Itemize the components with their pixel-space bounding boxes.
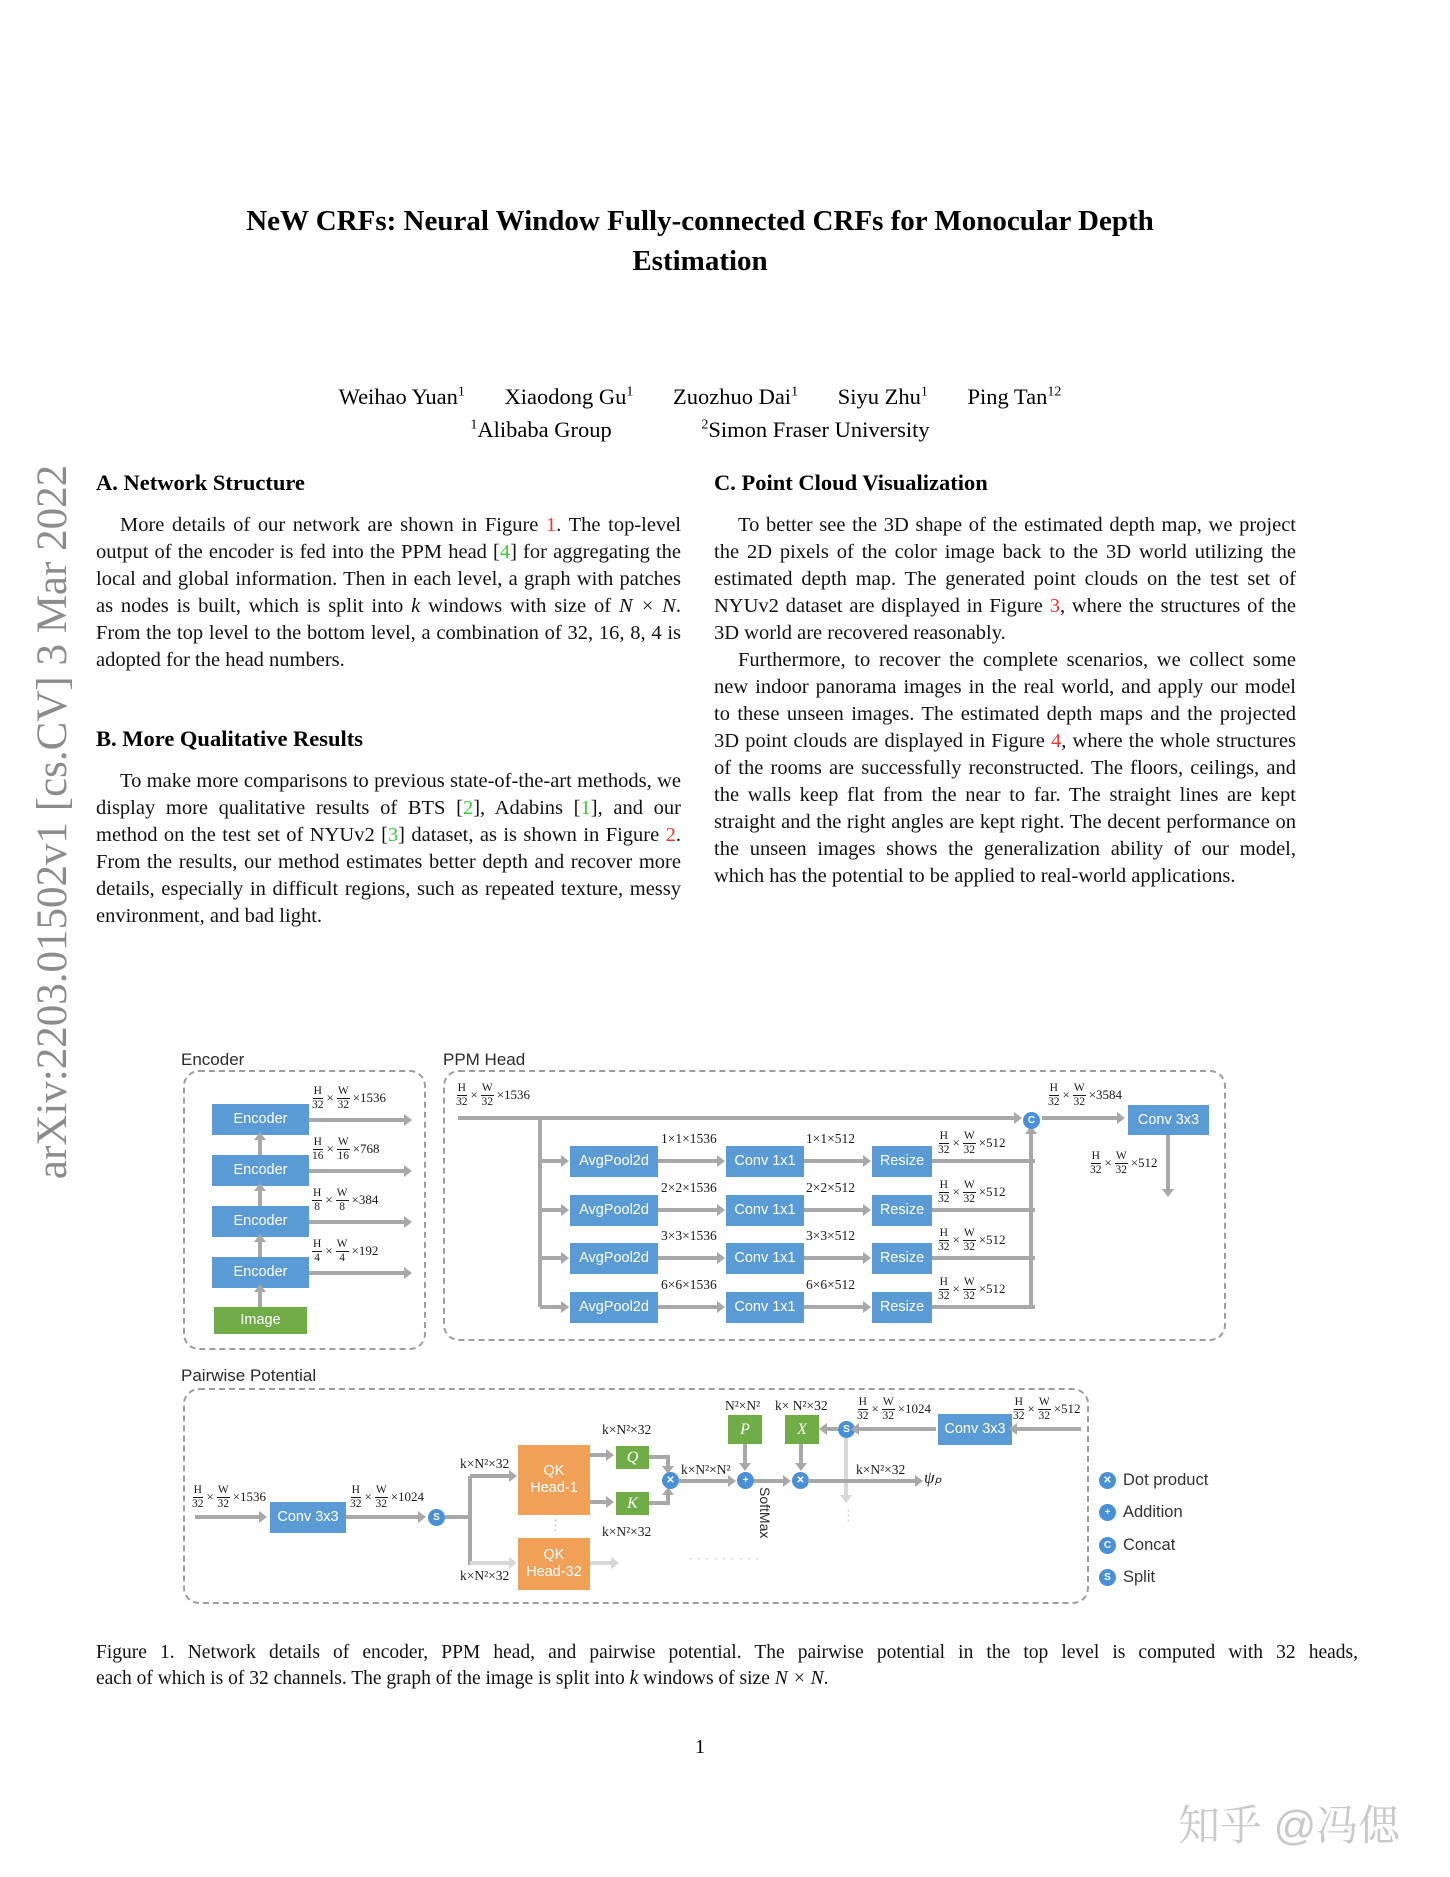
section-heading-b: B. More Qualitative Results <box>96 726 364 751</box>
tensor-dim-label: k×N²×32 <box>856 1462 906 1477</box>
flow-arrow <box>658 1305 718 1309</box>
tensor-dim-label: $\frac{H}{32}$ × $\frac{W}{32}$ ×1536 <box>192 1484 267 1510</box>
flow-arrow <box>804 1305 864 1309</box>
flow-line <box>538 1118 542 1307</box>
query-block: Q <box>616 1446 649 1469</box>
section-heading-c: C. Point Cloud Visualization <box>714 470 988 495</box>
pairwise-output-symbol: ψₚ <box>924 1468 942 1487</box>
section-c-paragraph-2: Furthermore, to recover the complete scenarios, we collect some new indoor panorama images in the real world, and apply our model to these unseen images. The estimated depth maps and the projected 3D point clouds are displayed in Figure 4, where the whole structures of the rooms are successfully reconstructed. The floors, ceilings, and the walls keep flat from the near to far. The straight lines are kept straight and the right angles are kept right. The decent performance on the unseen images shows the generalization ability of our model, which has the potential to be applied to real-world applications. <box>714 649 1296 887</box>
ellipsis-horizontal: ········· <box>688 1550 763 1567</box>
flow-arrow <box>658 1256 718 1260</box>
encoder-block-2: Encoder <box>212 1206 309 1237</box>
flow-arrow <box>309 1271 405 1275</box>
flow-arrow <box>540 1159 562 1163</box>
tensor-dim-label: k×N²×32 <box>602 1422 652 1437</box>
zhihu-watermark: 知乎 @冯偲 <box>1178 1802 1401 1849</box>
title-line-2: Estimation <box>632 245 768 277</box>
avgpool-block: AvgPool2d <box>570 1243 658 1274</box>
section-heading-a: A. Network Structure <box>96 470 305 495</box>
flow-line <box>932 1159 1035 1163</box>
tensor-dim-label: $\frac{H}{32}$ × $\frac{W}{32}$ ×1024 <box>350 1484 425 1510</box>
flow-arrow <box>590 1561 612 1565</box>
tensor-dim-label: 3×3×512 <box>806 1228 855 1243</box>
flow-arrow <box>844 1438 848 1496</box>
conv1x1-block: Conv 1x1 <box>726 1146 804 1177</box>
tensor-dim-label: $\frac{H}{4}$ × $\frac{W}{4}$ ×192 <box>313 1238 379 1264</box>
cite-ref[interactable]: 2 <box>462 797 474 819</box>
qk-head-32-block: QK Head-32 <box>518 1538 590 1590</box>
split-legend-icon: S <box>1099 1569 1116 1586</box>
tensor-dim-label: 2×2×512 <box>806 1180 855 1195</box>
tensor-dim-label: $\frac{H}{32}$ × $\frac{W}{32}$ ×1536 <box>312 1085 387 1111</box>
author: Xiaodong Gu$^1$ <box>504 384 634 409</box>
ppm-head-group-label: PPM Head <box>443 1050 526 1069</box>
encoder-block-3: Encoder <box>212 1155 309 1186</box>
encoder-group-label: Encoder <box>181 1050 245 1069</box>
flow-arrow <box>258 1241 262 1257</box>
flow-arrow <box>666 1457 670 1467</box>
section-b-paragraph: To make more comparisons to previous state-of-the-art methods, we display more qualitative results of BTS [2], Adabins [1], and our method on the test set of NYUv2 [3] dataset, as is shown in Figure 2. From the results, our method estimates better depth and recover more details, especially in difficult regions, such as repeated texture, messy environment, and bad light. <box>96 770 681 927</box>
tensor-dim-label: $\frac{H}{32}$ × $\frac{W}{32}$ ×3584 <box>1048 1082 1123 1108</box>
encoder-block-4: Encoder <box>212 1104 309 1135</box>
conv3x3-block: Conv 3x3 <box>270 1502 346 1533</box>
flow-arrow <box>858 1427 936 1431</box>
avgpool-block: AvgPool2d <box>570 1195 658 1226</box>
resize-block: Resize <box>872 1195 932 1226</box>
tensor-dim-label: $\frac{H}{32}$ × $\frac{W}{32}$ ×512 <box>1090 1150 1158 1176</box>
ellipsis-vertical: ⋮ <box>841 1507 856 1524</box>
tensor-dim-label: N²×N² <box>725 1398 761 1413</box>
cite-ref[interactable]: 1 <box>580 797 591 819</box>
tensor-dim-label: $\frac{H}{32}$ × $\frac{W}{32}$ ×512 <box>938 1227 1006 1253</box>
tensor-dim-label: k×N²×32 <box>460 1456 510 1471</box>
legend-label: Dot product <box>1123 1471 1209 1489</box>
value-block: X <box>785 1415 819 1444</box>
flow-arrow <box>590 1453 607 1457</box>
figure-ref[interactable]: 1 <box>546 514 557 536</box>
flow-arrow <box>195 1515 260 1519</box>
legend-label: Addition <box>1123 1503 1183 1521</box>
flow-arrow <box>808 1479 916 1483</box>
tensor-dim-label: $\frac{H}{32}$ × $\frac{W}{32}$ ×1024 <box>857 1396 932 1422</box>
resize-block: Resize <box>872 1292 932 1323</box>
conv1x1-block: Conv 1x1 <box>726 1195 804 1226</box>
flow-arrow <box>804 1208 864 1212</box>
addition-node: + <box>737 1472 754 1489</box>
tensor-dim-label: 3×3×1536 <box>661 1228 717 1243</box>
position-block: P <box>728 1415 762 1444</box>
key-block: K <box>616 1492 649 1515</box>
flow-line <box>445 1515 470 1519</box>
flow-arrow <box>743 1444 747 1464</box>
figure-ref[interactable]: 4 <box>1051 730 1062 752</box>
conv3x3-block: Conv 3x3 <box>1128 1105 1209 1135</box>
flow-arrow <box>826 1427 838 1431</box>
legend-label: Split <box>1123 1568 1156 1586</box>
flow-arrow <box>1042 1116 1118 1120</box>
tensor-dim-label: $\frac{H}{16}$ × $\frac{W}{16}$ ×768 <box>312 1136 380 1162</box>
flow-line <box>932 1256 1035 1260</box>
tensor-dim-label: 2×2×1536 <box>661 1180 717 1195</box>
flow-arrow <box>658 1159 718 1163</box>
flow-arrow <box>799 1444 803 1464</box>
avgpool-block: AvgPool2d <box>570 1292 658 1323</box>
flow-arrow <box>309 1118 405 1122</box>
ellipsis-vertical: ⋮ <box>548 1517 563 1534</box>
author: Weihao Yuan$^1$ <box>338 384 465 409</box>
figure-caption <box>96 1640 1358 1692</box>
dot-product-legend-icon: ✕ <box>1099 1472 1116 1489</box>
title-line-1: NeW CRFs: Neural Window Fully-connected CRFs for Monocular Depth <box>246 205 1154 237</box>
figure-ref[interactable]: 2 <box>665 824 676 846</box>
split-node: S <box>428 1509 445 1526</box>
caption-line-1: Figure 1. Network details of encoder, PPM head, and pairwise potential. The pairwise potential in the top level is computed with 32 heads, <box>96 1642 1358 1663</box>
tensor-dim-label: 1×1×512 <box>806 1131 855 1146</box>
tensor-dim-label: k×N²×N² <box>681 1462 731 1477</box>
author: Ping Tan$^{12}$ <box>967 384 1062 409</box>
flow-arrow <box>754 1479 784 1483</box>
flow-arrow <box>1166 1135 1170 1190</box>
tensor-dim-label: k×N²×32 <box>602 1524 652 1539</box>
legend-label: Concat <box>1123 1536 1176 1554</box>
encoder-block-1: Encoder <box>212 1257 309 1288</box>
flow-arrow <box>1029 1133 1033 1309</box>
flow-arrow <box>590 1500 607 1504</box>
flow-arrow <box>540 1256 562 1260</box>
cite-ref[interactable]: 3 <box>387 824 399 846</box>
flow-arrow <box>470 1474 510 1478</box>
conv1x1-block: Conv 1x1 <box>726 1243 804 1274</box>
flow-arrow <box>804 1256 864 1260</box>
flow-arrow <box>258 1291 262 1307</box>
flow-arrow <box>540 1208 562 1212</box>
affiliation: $^2$Simon Fraser University <box>701 417 930 442</box>
flow-arrow <box>309 1169 405 1173</box>
section-c-paragraph-1: To better see the 3D shape of the estimated depth map, we project the 2D pixels of the color image back to the 3D world utilizing the estimated depth map. The generated point clouds on the test set of NYUv2 dataset are displayed in Figure 3, where the structures of the 3D world are recovered reasonably. <box>714 514 1296 644</box>
resize-block: Resize <box>872 1243 932 1274</box>
flow-arrow <box>540 1305 562 1309</box>
addition-legend-icon: + <box>1099 1504 1116 1521</box>
page-number: 1 <box>695 1736 705 1758</box>
flow-arrow <box>658 1208 718 1212</box>
flow-arrow <box>258 1139 262 1155</box>
affiliation: $^1$Alibaba Group <box>470 417 612 442</box>
conv1x1-block: Conv 1x1 <box>726 1292 804 1323</box>
tensor-dim-label: $\frac{H}{32}$ × $\frac{W}{32}$ ×512 <box>938 1179 1006 1205</box>
tensor-dim-label: $\frac{H}{8}$ × $\frac{W}{8}$ ×384 <box>313 1187 379 1213</box>
concat-legend-icon: C <box>1099 1537 1116 1554</box>
flow-arrow <box>804 1159 864 1163</box>
section-a-paragraph: More details of our network are shown in Figure 1. The top-level output of the encoder is fed into the PPM head [4] for aggregating the local and global information. Then in each level, a graph with patches as nodes is built, which is split into k windows with size of N × N. From the top level to the bottom level, a combination of 32, 16, 8, 4 is adopted for the head numbers. <box>96 514 681 671</box>
concat-node: C <box>1023 1112 1040 1129</box>
author: Siyu Zhu$^1$ <box>837 384 928 409</box>
tensor-dim-label: k×N²×32 <box>460 1568 510 1583</box>
tensor-dim-label: $\frac{H}{32}$ × $\frac{W}{32}$ ×512 <box>938 1130 1006 1156</box>
cite-ref[interactable]: 4 <box>499 541 511 563</box>
tensor-dim-label: k× N²×32 <box>775 1398 828 1413</box>
split-node: S <box>838 1421 855 1438</box>
conv3x3-block: Conv 3x3 <box>938 1414 1012 1445</box>
image-block: Image <box>214 1307 307 1334</box>
flow-arrow <box>679 1479 729 1483</box>
tensor-dim-label: 6×6×1536 <box>661 1277 717 1292</box>
tensor-dim-label: $\frac{H}{32}$ × $\frac{W}{32}$ ×512 <box>1013 1396 1081 1422</box>
dot-product-node: ✕ <box>662 1472 679 1489</box>
flow-line <box>468 1476 472 1565</box>
flow-line <box>932 1305 1035 1309</box>
tensor-dim-label: $\frac{H}{32}$ × $\frac{W}{32}$ ×512 <box>938 1276 1006 1302</box>
qk-head-1-block: QK Head-1 <box>518 1445 590 1515</box>
tensor-dim-label: 6×6×512 <box>806 1277 855 1292</box>
flow-arrow <box>666 1494 670 1504</box>
caption-line-2: each of which is of 32 channels. The graph of the image is split into k windows of size N × N. <box>96 1668 829 1689</box>
flow-arrow <box>258 1190 262 1206</box>
flow-arrow <box>309 1220 405 1224</box>
flow-arrow <box>1016 1427 1081 1431</box>
figure-ref[interactable]: 3 <box>1049 595 1060 617</box>
author: Zuozhuo Dai$^1$ <box>672 384 799 409</box>
resize-block: Resize <box>872 1146 932 1177</box>
flow-arrow <box>346 1515 419 1519</box>
pairwise-group-label: Pairwise Potential <box>181 1366 317 1385</box>
dot-product-node: ✕ <box>792 1472 809 1489</box>
tensor-dim-label: $\frac{H}{32}$ × $\frac{W}{32}$ ×1536 <box>456 1082 531 1108</box>
tensor-dim-label: 1×1×1536 <box>661 1131 717 1146</box>
softmax-label: SoftMax <box>757 1487 773 1539</box>
flow-line <box>932 1208 1035 1212</box>
avgpool-block: AvgPool2d <box>570 1146 658 1177</box>
arxiv-watermark: arXiv:2203.01502v1 [cs.CV] 3 Mar 2022 <box>29 464 76 1180</box>
flow-arrow <box>470 1561 510 1565</box>
